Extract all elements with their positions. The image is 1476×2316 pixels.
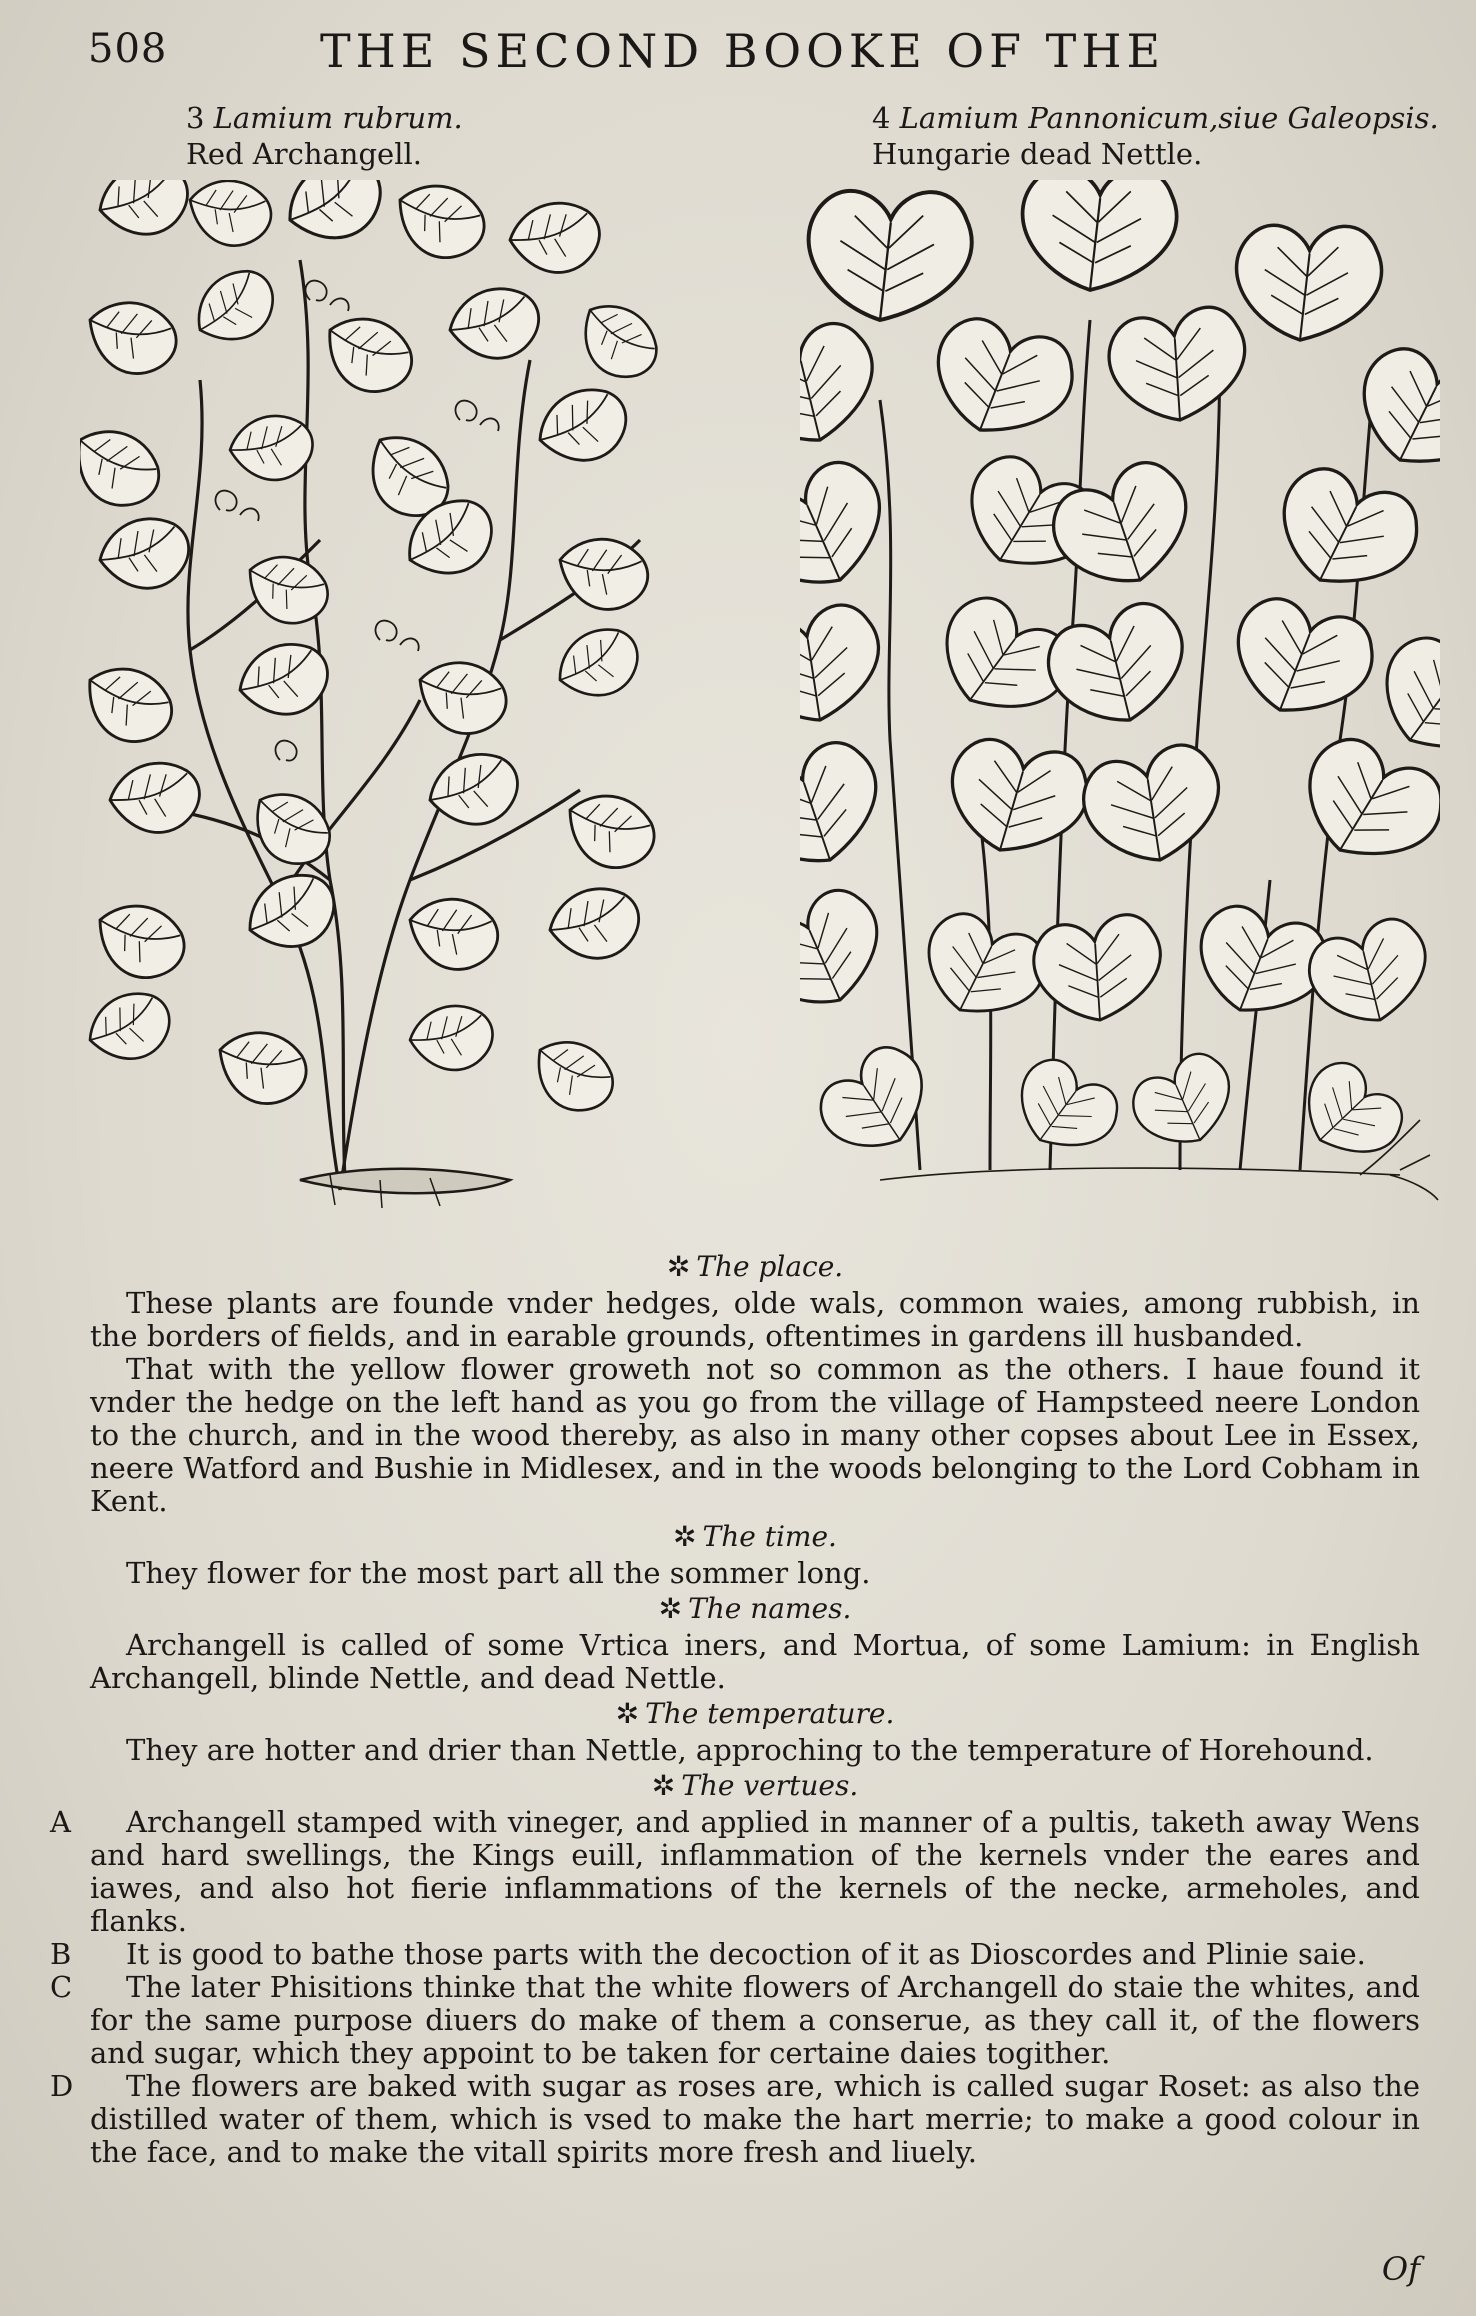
red-archangel-woodcut-icon — [80, 180, 700, 1210]
paragraph: They flower for the most part all the sommer long. — [126, 1556, 871, 1590]
heading-the-place: ✲ The place. — [666, 1250, 844, 1283]
paragraph: They are hotter and drier than Nettle, approching to the temperature of Horehound. — [126, 1733, 1374, 1767]
paragraph: These plants are founde vnder hedges, olde wals, common waies, among rubbish, in the borders of fields, and in earable grounds, oftentimes in gardens ill husbanded. — [90, 1286, 1420, 1353]
figure-latin-name: Lamium Pannonicum,siue Galeopsis. — [899, 101, 1439, 135]
figure-english-name: Red Archangell. — [186, 137, 422, 171]
heading-the-vertues: ✲ The vertues. — [651, 1769, 859, 1802]
ornament-icon: ✲ — [666, 1250, 691, 1283]
margin-letter: C — [50, 1970, 73, 2004]
paragraph: That with the yellow flower groweth not so common as the others. I haue found it vnder the hedge on the left hand as you go from the village of Hampsteed neere London to the church, and in the wood thereby, as also in many other copses about Lee in Essex, neere Watford and Bushie in Midlesex, and in the woods belonging to the Lord Cobham in Kent. — [90, 1352, 1420, 1518]
vertue-item — [50, 1937, 1420, 1971]
vertue-item — [50, 1805, 1420, 1938]
vertue-item — [50, 1970, 1420, 2070]
figure-caption-left — [186, 100, 463, 172]
body-text — [50, 1248, 1420, 2169]
ornament-icon: ✲ — [673, 1520, 697, 1553]
figure-latin-name: Lamium rubrum. — [213, 101, 463, 135]
vertue-text: Archangell stamped with vineger, and applied in manner of a pultis, taketh away Wens and hard swellings, the Kings euill, inflammation of the kernels vnder the eares and iawes, and also hot fierie inflammations of the kernels of the necke, armeholes, and flanks. — [90, 1805, 1420, 1938]
vertue-text: It is good to bathe those parts with the decoction of it as Dioscordes and Plinie saie. — [126, 1937, 1366, 1971]
figure-number: 3 — [186, 101, 205, 135]
margin-letter: A — [50, 1805, 71, 1839]
vertue-text: The flowers are baked with sugar as roses are, which is called sugar Roset: as also the distilled water of them, which is vsed to make the hart merrie; to make a good colour in the face, and to make the vitall spirits more fresh and liuely. — [90, 2069, 1420, 2169]
figure-english-name: Hungarie dead Nettle. — [872, 137, 1203, 171]
vertue-text: The later Phisitions thinke that the white flowers of Archangell do staie the whites, and for the same purpose diuers do make of them a conserue, as they call it, of the flowers and sugar, which they appoint to be taken for certaine daies togither. — [90, 1970, 1420, 2070]
hungarie-dead-nettle-woodcut-icon — [800, 180, 1440, 1210]
figure-caption-right — [872, 100, 1439, 172]
folio-number: 508 — [88, 26, 168, 72]
ornament-icon: ✲ — [651, 1769, 676, 1802]
catchword: Of — [1381, 2250, 1420, 2288]
ornament-icon: ✲ — [615, 1697, 640, 1730]
margin-letter: D — [50, 2069, 74, 2103]
page-header — [0, 18, 1476, 88]
heading-the-time: ✲ The time. — [673, 1520, 837, 1553]
figure-number: 4 — [872, 101, 891, 135]
paragraph: Archangell is called of some Vrtica iners, and Mortua, of some Lamium: in English Archangell, blinde Nettle, and dead Nettle. — [90, 1628, 1420, 1695]
heading-the-names: ✲ The names. — [658, 1592, 852, 1625]
heading-the-temperature: ✲ The temperature. — [615, 1697, 895, 1730]
margin-letter: B — [50, 1937, 72, 1971]
ornament-icon: ✲ — [658, 1592, 683, 1625]
running-title: THE SECOND BOOKE OF THE — [320, 24, 1166, 78]
vertue-item — [50, 2069, 1420, 2169]
